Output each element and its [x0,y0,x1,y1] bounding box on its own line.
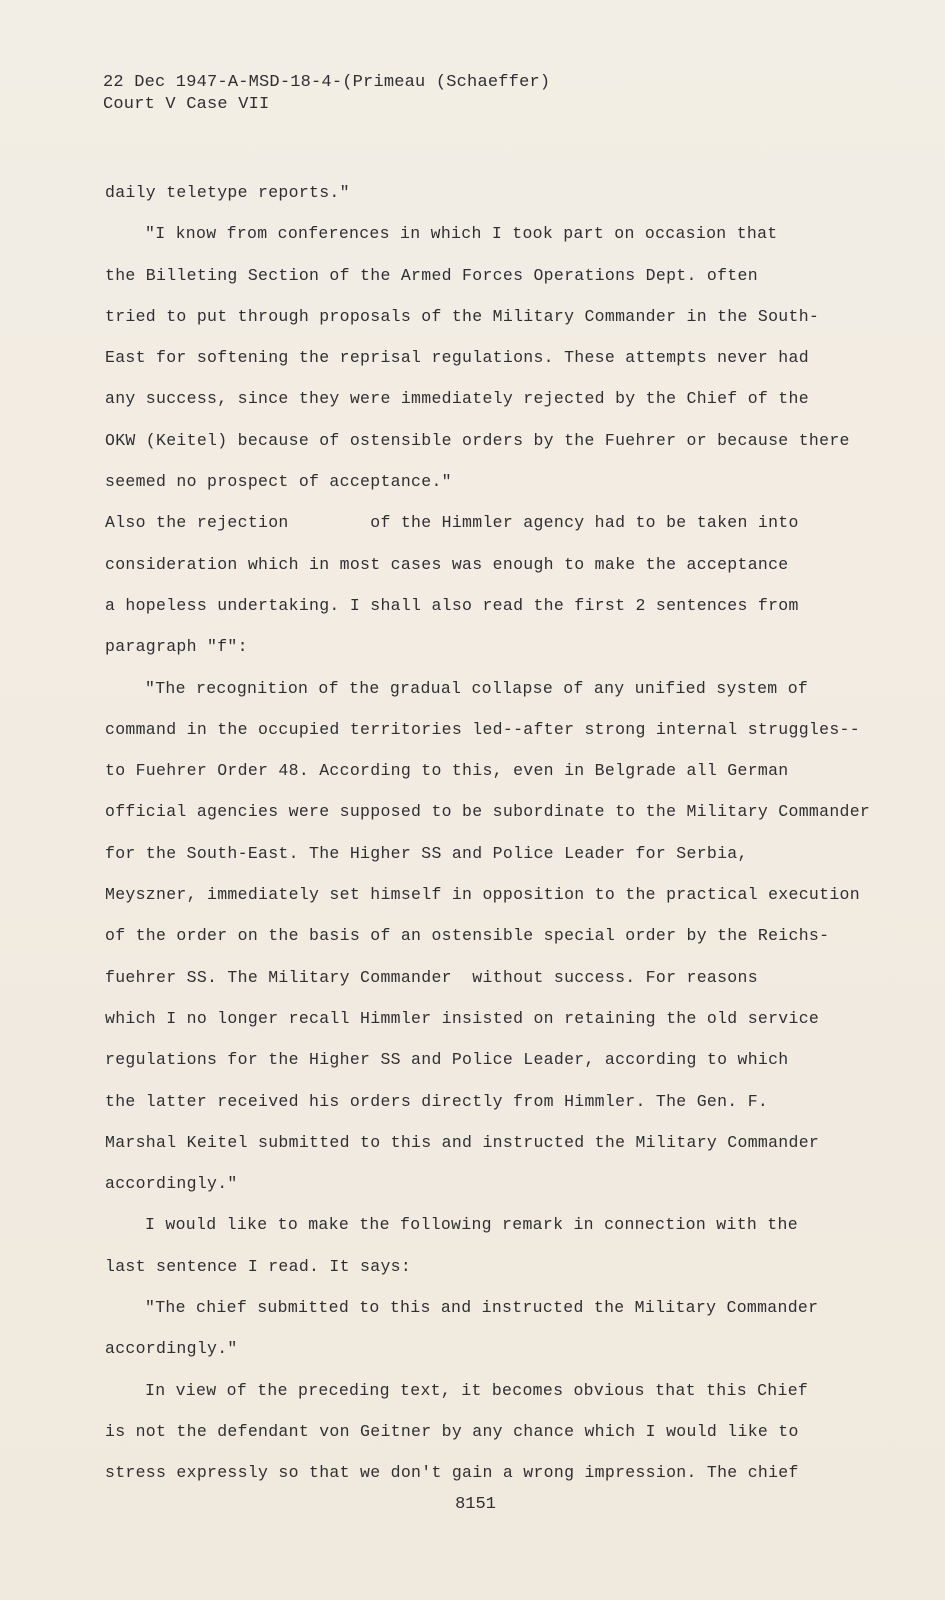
text-line: "The recognition of the gradual collapse of any unified system of [145,678,809,698]
text-line: accordingly." [105,1174,238,1194]
text-line: seemed no prospect of acceptance." [105,472,452,492]
text-line: OKW (Keitel) because of ostensible orders by the Fuehrer or because there [105,430,850,450]
text-line: accordingly." [105,1339,238,1359]
text-line: command in the occupied territories led--after strong internal struggles-- [105,719,860,739]
document-header [103,72,550,116]
header-court-line: Court V Case VII [103,95,270,114]
page-number: 8151 [455,1495,496,1514]
text-line: I would like to make the following remark in connection with the [145,1215,798,1235]
text-line: Also the rejection of the Himmler agency had to be taken into [105,513,799,533]
text-line: official agencies were supposed to be subordinate to the Military Commander [105,802,871,822]
text-line: of the order on the basis of an ostensible special order by the Reichs- [105,926,830,946]
text-line: Marshal Keitel submitted to this and instructed the Military Commander [105,1132,820,1152]
text-line: the Billeting Section of the Armed Forces Operations Dept. often [105,265,758,285]
text-line: regulations for the Higher SS and Police Leader, according to which [105,1050,789,1070]
text-line: for the South-East. The Higher SS and Police Leader for Serbia, [105,843,748,863]
text-line: "I know from conferences in which I took part on occasion that [145,224,778,244]
text-line: "The chief submitted to this and instructed the Military Commander [145,1298,819,1318]
text-line: last sentence I read. It says: [105,1256,412,1276]
text-line: to Fuehrer Order 48. According to this, even in Belgrade all German [105,761,789,781]
transcript-body [105,172,885,1494]
text-line: paragraph "f": [105,637,248,657]
text-line: is not the defendant von Geitner by any chance which I would like to [105,1421,799,1441]
text-line: stress expressly so that we don't gain a wrong impression. The chief [105,1463,799,1483]
text-line: fuehrer SS. The Military Commander without success. For reasons [105,967,758,987]
text-line: consideration which in most cases was enough to make the acceptance [105,554,789,574]
text-line: a hopeless undertaking. I shall also read the first 2 sentences from [105,595,799,615]
text-line: the latter received his orders directly from Himmler. The Gen. F. [105,1091,769,1111]
header-reference-line: 22 Dec 1947-A-MSD-18-4-(Primeau (Schaeffer) [103,73,551,92]
text-line: daily teletype reports." [105,183,350,202]
text-line: East for softening the reprisal regulations. These attempts never had [105,348,809,368]
text-line: which I no longer recall Himmler insisted on retaining the old service [105,1008,820,1028]
text-line: In view of the preceding text, it becomes obvious that this Chief [145,1380,809,1400]
text-line: any success, since they were immediately rejected by the Chief of the [105,389,809,409]
text-line: tried to put through proposals of the Military Commander in the South- [105,306,820,326]
text-line: Meyszner, immediately set himself in opposition to the practical execution [105,885,860,905]
